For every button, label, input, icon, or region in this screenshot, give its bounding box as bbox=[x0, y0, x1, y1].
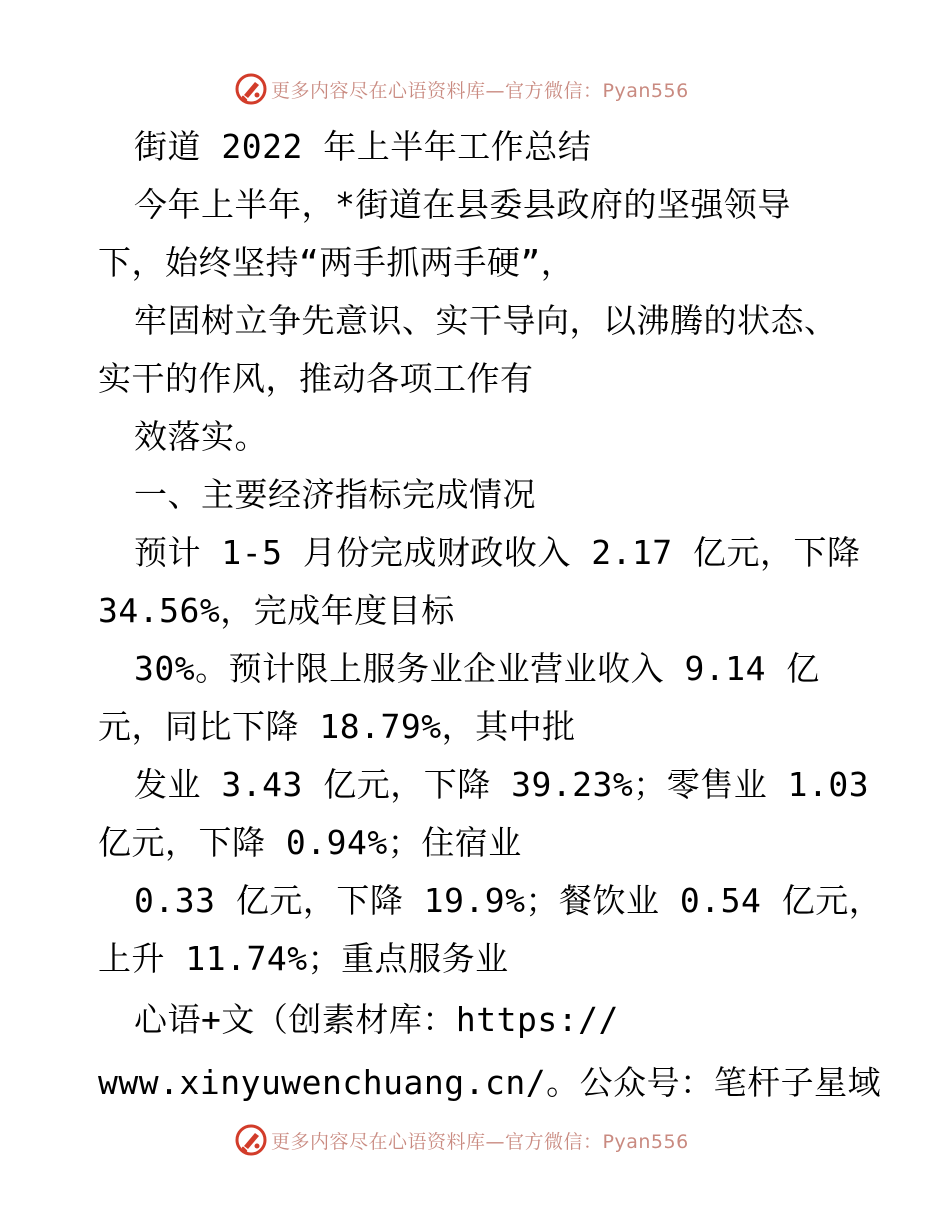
banner-text: 更多内容尽在心语资料库—官方微信：Pyan556 bbox=[271, 79, 689, 102]
xinyu-logo-icon bbox=[235, 73, 267, 105]
paragraph-line: 34.56%，完成年度目标 bbox=[98, 591, 455, 630]
paragraph-line: 实干的作风，推动各项工作有 bbox=[98, 359, 534, 398]
paragraph-line: 心语+文（创素材库：https:// bbox=[134, 1000, 619, 1039]
paragraph-line: 30%。预计限上服务业企业营业收入 9.14 亿 bbox=[134, 649, 820, 688]
paragraph-line: 亿元，下降 0.94%；住宿业 bbox=[98, 823, 522, 862]
paragraph-line: 下，始终坚持“两手抓两手硬”， bbox=[98, 243, 575, 282]
paragraph-line: 元，同比下降 18.79%，其中批 bbox=[98, 707, 576, 746]
footer-banner[interactable] bbox=[235, 1123, 689, 1157]
paragraph-line: 今年上半年，*街道在县委县政府的坚强领导 bbox=[134, 185, 791, 224]
document-title: 街道 2022 年上半年工作总结 bbox=[134, 127, 592, 166]
paragraph-line: www.xinyuwenchuang.cn/。公众号：笔杆子星域 bbox=[98, 1063, 882, 1102]
paragraph-line: 发业 3.43 亿元，下降 39.23%；零售业 1.03 bbox=[134, 765, 870, 804]
paragraph-line: 效落实。 bbox=[134, 417, 268, 456]
paragraph-line: 牢固树立争先意识、实干导向，以沸腾的状态、 bbox=[134, 301, 838, 340]
banner-text: 更多内容尽在心语资料库—官方微信：Pyan556 bbox=[271, 1130, 689, 1153]
paragraph-line: 0.33 亿元，下降 19.9%；餐饮业 0.54 亿元， bbox=[134, 881, 883, 920]
xinyu-logo-icon bbox=[235, 1124, 267, 1156]
header-banner[interactable] bbox=[235, 72, 689, 106]
paragraph-line: 预计 1-5 月份完成财政收入 2.17 亿元，下降 bbox=[134, 533, 861, 572]
section-heading: 一、主要经济指标完成情况 bbox=[134, 475, 536, 514]
paragraph-line: 上升 11.74%；重点服务业 bbox=[98, 939, 509, 978]
